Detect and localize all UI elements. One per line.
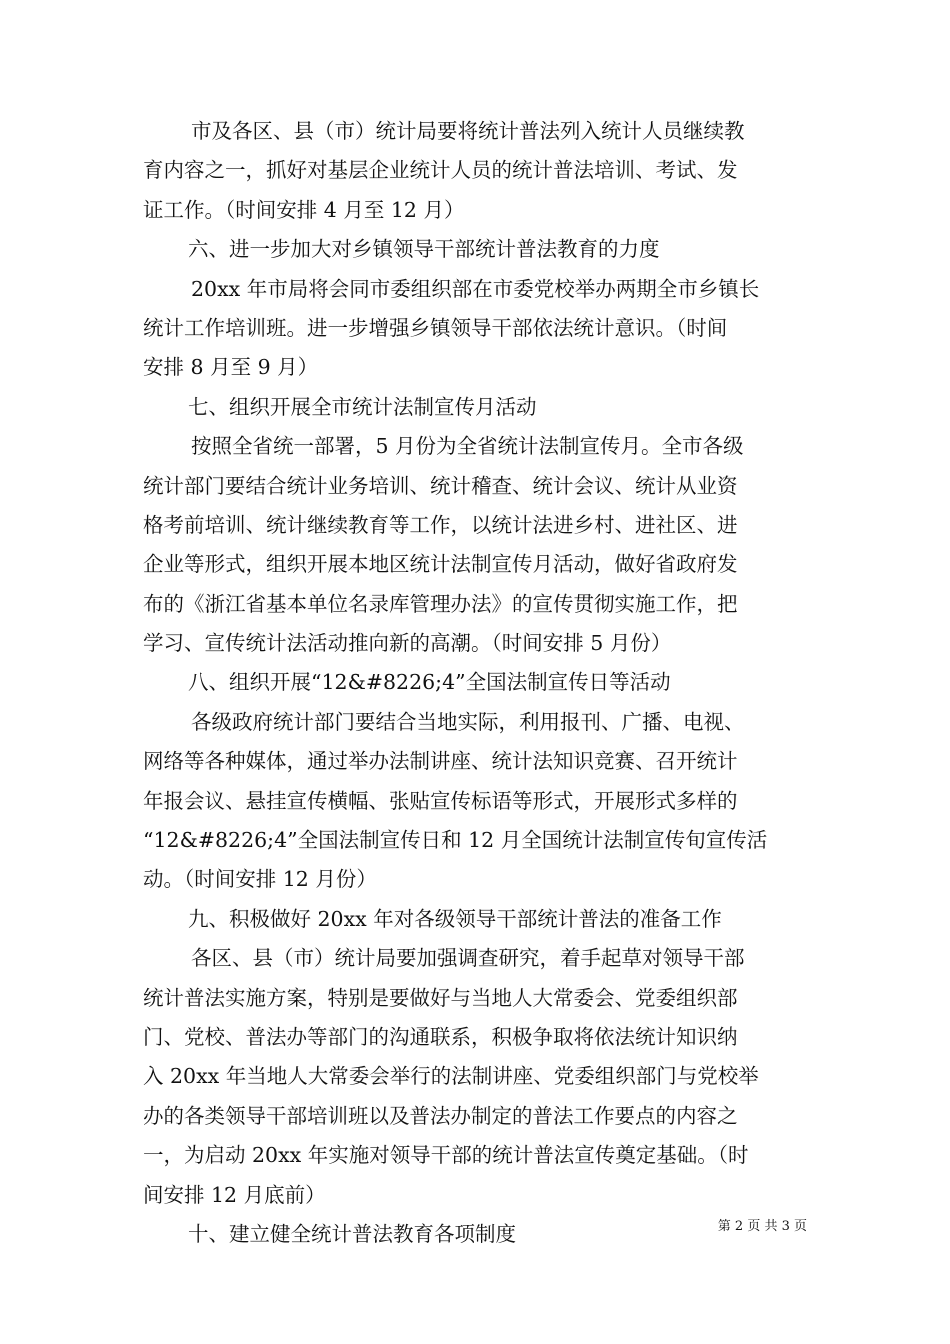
text-line: 学习、宣传统计法活动推向新的高潮。（时间安排 5 月份）: [143, 631, 672, 656]
text-line: 间安排 12 月底前）: [143, 1182, 326, 1207]
text-line: 年报会议、悬挂宣传横幅、张贴宣传标语等形式，开展形式多样的: [143, 788, 738, 813]
text-line: 网络等各种媒体，通过举办法制讲座、统计法知识竞赛、召开统计: [143, 749, 738, 774]
page-number: 第 2 页 共 3 页: [717, 1219, 807, 1234]
text-line: 布的《浙江省基本单位名录库管理办法》的宣传贯彻实施工作，把: [143, 591, 738, 616]
text-line: 七、组织开展全市统计法制宣传月活动: [188, 394, 537, 419]
text-line: 统计工作培训班。进一步增强乡镇领导干部依法统计意识。（时间: [143, 315, 728, 340]
text-line: 入 20xx 年当地人大常委会举行的法制讲座、党委组织部门与党校举: [143, 1064, 759, 1089]
text-line: 统计普法实施方案，特别是要做好与当地人大常委会、党委组织部: [143, 985, 738, 1010]
text-line: 八、组织开展“12&#8226;4”全国法制宣传日等活动: [188, 670, 671, 695]
text-line: 办的各类领导干部培训班以及普法办制定的普法工作要点的内容之: [143, 1103, 738, 1128]
text-line: 格考前培训、统计继续教育等工作，以统计法进乡村、进社区、进: [143, 512, 738, 537]
text-line: 安排 8 月至 9 月）: [143, 355, 319, 380]
text-line: 企业等形式，组织开展本地区统计法制宣传月活动，做好省政府发: [143, 552, 738, 577]
text-line: 统计部门要结合统计业务培训、统计稽查、统计会议、统计从业资: [143, 473, 738, 498]
text-line: 按照全省统一部署，5 月份为全省统计法制宣传月。全市各级: [191, 434, 744, 459]
text-line: 各级政府统计部门要结合当地实际，利用报刊、广播、电视、: [191, 709, 745, 734]
text-line: 证工作。（时间安排 4 月至 12 月）: [143, 197, 465, 222]
text-line: 20xx 年市局将会同市委组织部在市委党校举办两期全市乡镇长: [191, 276, 760, 301]
text-line: 六、进一步加大对乡镇领导干部统计普法教育的力度: [188, 237, 660, 262]
text-line: 育内容之一，抓好对基层企业统计人员的统计普法培训、考试、发: [143, 158, 738, 183]
text-line: 动。（时间安排 12 月份）: [143, 867, 377, 892]
text-line: 十、建立健全统计普法教育各项制度: [188, 1221, 516, 1246]
text-line: 门、党校、普法办等部门的沟通联系，积极争取将依法统计知识纳: [143, 1024, 738, 1049]
text-line: 九、积极做好 20xx 年对各级领导干部统计普法的准备工作: [188, 906, 722, 931]
text-line: 市及各区、县（市）统计局要将统计普法列入统计人员继续教: [191, 119, 745, 143]
text-line: 一，为启动 20xx 年实施对领导干部的统计普法宣传奠定基础。（时: [143, 1143, 749, 1168]
document-body: [143, 112, 807, 1254]
text-line: 各区、县（市）统计局要加强调查研究，着手起草对领导干部: [191, 946, 745, 971]
text-line: “12&#8226;4”全国法制宣传日和 12 月全国统计法制宣传旬宣传活: [143, 828, 768, 853]
